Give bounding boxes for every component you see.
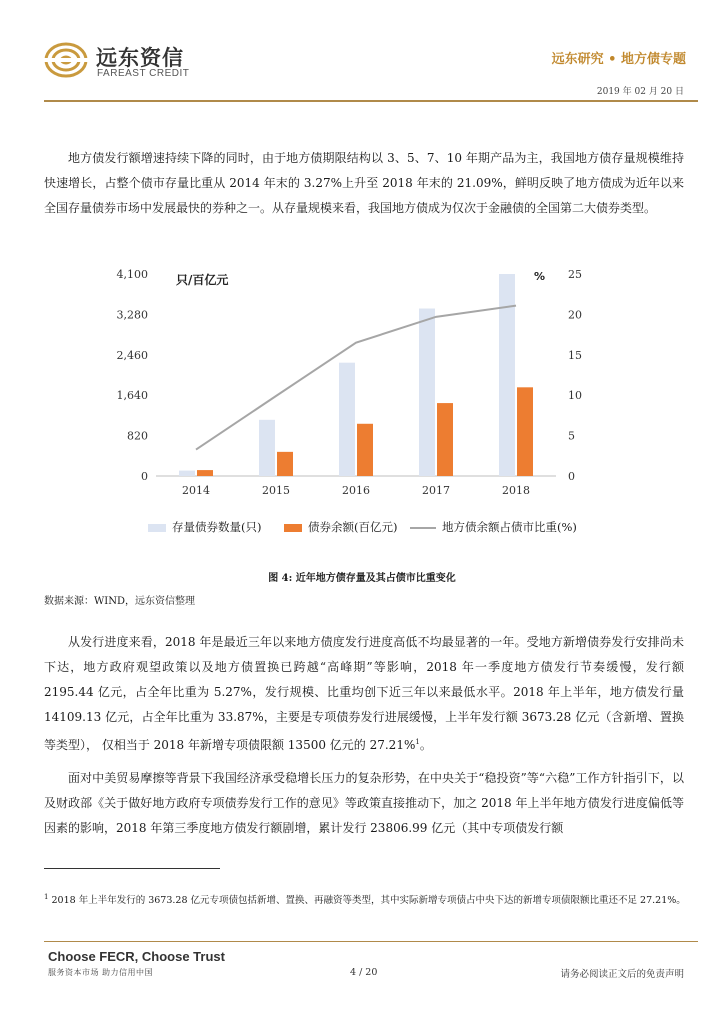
paragraph-1: 地方债发行额增速持续下降的同时，由于地方债期限结构以 3、5、7、10 年期产品为主，我国地方债存量规模维持快速增长，占整个债市存量比重从 2014 年末的 3.27%上升至 2018 年末的 21.09%，鲜明反映了地方债成为近年以来全国存量债券市场中发展最快的券种之一。从存量规模来看，我国地方债成为仅次于金融债的全国第二大债券类型。 xyxy=(44,151,684,215)
y-right-tick-label: 20 xyxy=(568,308,582,322)
y-right-tick-label: 10 xyxy=(568,389,582,403)
bar-count-2018 xyxy=(499,274,515,476)
x-tick-label: 2017 xyxy=(422,484,450,497)
page-number: 4 / 20 xyxy=(350,967,378,978)
footer-subtitle: 服务资本市场 助力信用中国 xyxy=(48,968,154,977)
bar-count-2017 xyxy=(419,308,435,476)
footnote-text: 2018 年上半年发行的 3673.28 亿元专项债包括新增、置换、再融资等类型，其中实际新增专项债占中央下达的新增专项债限额比重还不足 27.21%。 xyxy=(51,895,686,907)
y-right-tick-label: 25 xyxy=(568,268,582,281)
footer-slogan: Choose FECR, Choose Trust xyxy=(48,949,225,964)
legend-item-ratio xyxy=(410,519,577,535)
chart-local-bond-stock xyxy=(110,262,590,502)
x-tick-label: 2016 xyxy=(342,484,370,497)
logo-text-en: FAREAST CREDIT xyxy=(97,68,190,79)
y-left-axis-label: 只/百亿元 xyxy=(176,273,229,287)
line-ratio-series xyxy=(196,306,516,450)
y-right-tick-label: 0 xyxy=(568,470,575,483)
header-divider xyxy=(44,100,698,102)
footnote-mark: 1 xyxy=(44,893,49,901)
x-tick-label: 2018 xyxy=(502,484,530,497)
paragraph-3: 面对中美贸易摩擦等背景下我国经济承受稳增长压力的复杂形势，在中央关于“稳投资”等“六稳”工作方针指引下，以及财政部《关于做好地方政府专项债券发行工作的意见》等政策直接推动下，加之 2018 年上半年地方债发行进度偏低等因素的影响，2018 年第三季度地方债发行额剧增，累计发行 23806.99 亿元（其中专项债发行额 xyxy=(44,771,684,835)
bar-balance-2015 xyxy=(277,452,293,476)
logo-text-cn: 远东资信 xyxy=(96,46,184,70)
legend-item-count xyxy=(148,519,261,535)
bar-balance-2017 xyxy=(437,403,453,476)
y-right-tick-label: 5 xyxy=(568,429,575,443)
y-left-tick-label: 0 xyxy=(141,470,148,483)
legend-swatch-count xyxy=(148,524,166,532)
footnote-1 xyxy=(44,888,690,910)
y-left-tick-label: 4,100 xyxy=(116,268,148,281)
paragraph-2-end: 。 xyxy=(419,738,432,752)
y-left-tick-label: 820 xyxy=(127,429,148,443)
bar-count-2014 xyxy=(179,471,195,476)
y-right-axis-label: % xyxy=(534,270,546,283)
section-title: 远东研究 • 地方债专题 xyxy=(551,52,686,67)
legend-label-balance: 债券余额(百亿元) xyxy=(308,520,398,534)
legend-item-balance xyxy=(284,519,397,535)
y-left-tick-label: 2,460 xyxy=(116,348,148,362)
figure-source: 数据来源：WIND，远东资信整理 xyxy=(44,596,195,607)
bar-balance-2016 xyxy=(357,424,373,476)
x-tick-label: 2014 xyxy=(182,484,210,497)
legend-swatch-balance xyxy=(284,524,302,532)
legend-swatch-ratio xyxy=(410,527,436,529)
fareast-logo-icon xyxy=(44,40,88,80)
x-tick-label: 2015 xyxy=(262,484,290,497)
y-left-tick-label: 3,280 xyxy=(116,308,148,322)
legend-label-count: 存量债券数量(只) xyxy=(172,520,262,534)
paragraph-2 xyxy=(44,630,684,758)
footer-divider xyxy=(44,941,698,942)
bar-balance-2018 xyxy=(517,387,533,476)
legend-label-ratio: 地方债余额占债市比重(%) xyxy=(442,520,577,534)
bar-count-2015 xyxy=(259,420,275,476)
footer-disclaimer[interactable]: 请务必阅读正文后的免责声明 xyxy=(560,969,684,980)
report-date: 2019 年 02 月 20 日 xyxy=(596,87,684,97)
paragraph-2-text: 从发行进度来看，2018 年是最近三年以来地方债度发行进度高低不均最显著的一年。受地方新增债券发行安排尚未下达，地方政府观望政策以及地方债置换已跨越“高峰期”等影响，2018 年一季度地方债发行节奏缓慢，发行额 2195.44 亿元，占全年比重为 5.27%，发行规模、比重均创下近三年以来最低水平。2018 年上半年，地方债发行量 14109.13 亿元，占全年比重为 33.87%，主要是专项债券发行进展缓慢，上半年发行额 3673.28 亿元（含新增、置换等类型）， 仅相当于 2018 年新增专项债限额 13500 亿元的 27.21% xyxy=(44,635,684,752)
footnote-divider xyxy=(44,868,220,869)
y-right-tick-label: 15 xyxy=(568,348,582,362)
figure-caption: 图 4: 近年地方债存量及其占债市比重变化 xyxy=(268,573,456,584)
footnote-ref-1[interactable]: 1 xyxy=(415,738,420,746)
y-left-tick-label: 1,640 xyxy=(116,389,148,403)
bar-balance-2014 xyxy=(197,470,213,476)
bar-count-2016 xyxy=(339,363,355,476)
